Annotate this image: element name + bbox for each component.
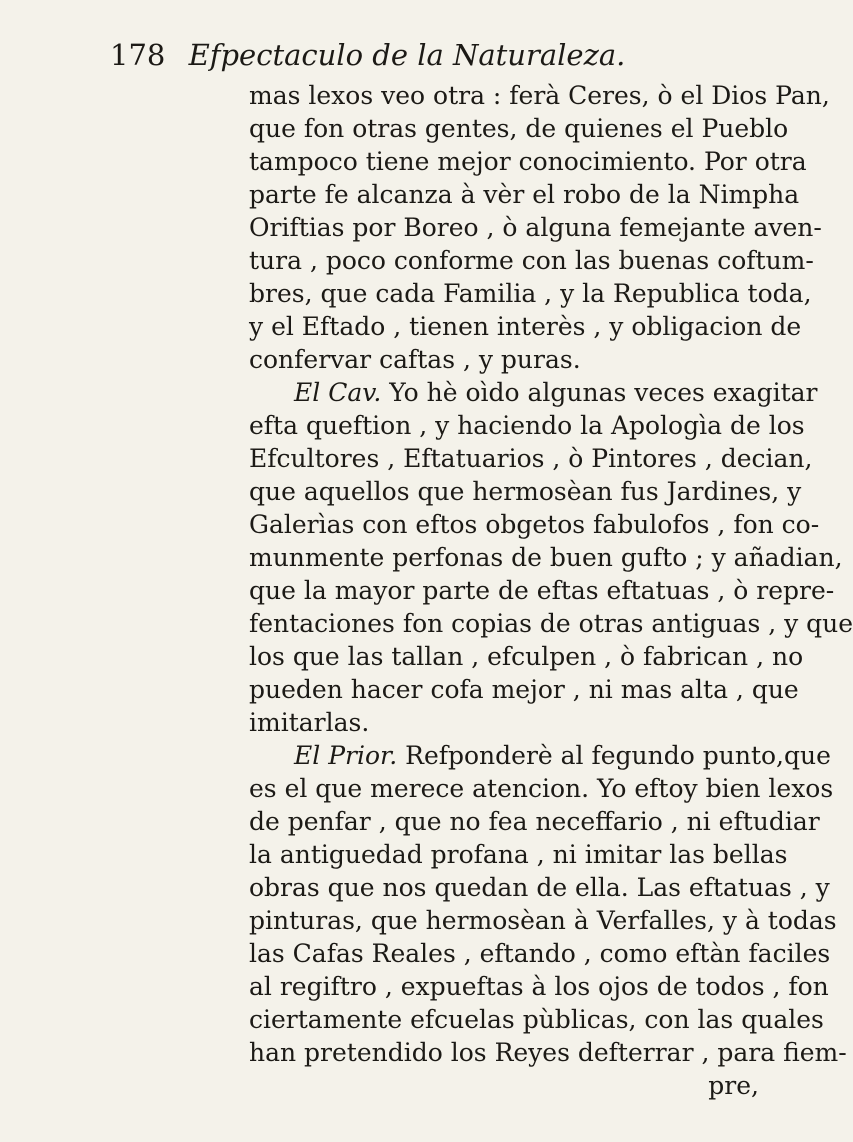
paragraph-first-line <box>249 376 818 409</box>
speaker-label: El Cav. <box>294 378 382 407</box>
text-line: que aquellos que hermosèan fus Jardines, y <box>249 477 802 506</box>
running-header <box>110 38 625 72</box>
text-line: mas lexos veo otra : ferà Ceres, ò el Dios Pan, <box>249 81 830 110</box>
text-line: obras que nos quedan de ella. Las eftatuas , y <box>249 873 830 902</box>
text-line: Oriftias por Boreo , ò alguna femejante aven- <box>249 213 822 242</box>
catchword: pre, <box>708 1071 759 1100</box>
text-run: Yo hè oìdo algunas veces exagitar <box>389 378 818 407</box>
page-number: 178 <box>110 38 166 72</box>
text-line: tampoco tiene mejor conocimiento. Por otra <box>249 147 807 176</box>
text-line: que la mayor parte de eftas eftatuas , ò repre- <box>249 576 835 605</box>
page-body <box>249 79 853 1102</box>
text-line: los que las tallan , efculpen , ò fabrican , no <box>249 642 804 671</box>
text-line: pueden hacer cofa mejor , ni mas alta , que <box>249 675 799 704</box>
text-line: de penfar , que no fea neceffario , ni eftudiar <box>249 807 820 836</box>
text-line: han pretendido los Reyes defterrar , para fiem- <box>249 1038 847 1067</box>
paragraph-first-line <box>249 739 831 772</box>
text-line: ciertamente efcuelas pùblicas, con las quales <box>249 1005 824 1034</box>
text-line: efta queftion , y haciendo la Apologìa de los <box>249 411 805 440</box>
running-title: Efpectaculo de la Naturaleza. <box>188 38 626 72</box>
speaker-label: El Prior. <box>294 741 398 770</box>
text-line: Efcultores , Eftatuarios , ò Pintores , decian, <box>249 444 813 473</box>
text-line: pinturas, que hermosèan à Verfalles, y à todas <box>249 906 837 935</box>
text-run: Refponderè al fegundo punto,que <box>405 741 831 770</box>
text-line: y el Eftado , tienen interès , y obligacion de <box>249 312 802 341</box>
text-line: parte fe alcanza à vèr el robo de la Nimpha <box>249 180 800 209</box>
text-line: Galerìas con eftos obgetos fabulofos , fon co- <box>249 510 820 539</box>
text-line: fentaciones fon copias de otras antiguas , y que <box>249 609 853 638</box>
text-line: imitarlas. <box>249 708 370 737</box>
text-line: al regiftro , expueftas à los ojos de todos , fon <box>249 972 829 1001</box>
text-line: las Cafas Reales , eftando , como eftàn faciles <box>249 939 831 968</box>
text-line: bres, que cada Familia , y la Republica toda, <box>249 279 812 308</box>
text-line: la antiguedad profana , ni imitar las bellas <box>249 840 788 869</box>
text-line: es el que merece atencion. Yo eftoy bien lexos <box>249 774 834 803</box>
text-line: tura , poco conforme con las buenas coftum- <box>249 246 814 275</box>
text-line: confervar caftas , y puras. <box>249 345 581 374</box>
text-line: munmente perfonas de buen gufto ; y añadian, <box>249 543 843 572</box>
text-line: que fon otras gentes, de quienes el Pueblo <box>249 114 789 143</box>
